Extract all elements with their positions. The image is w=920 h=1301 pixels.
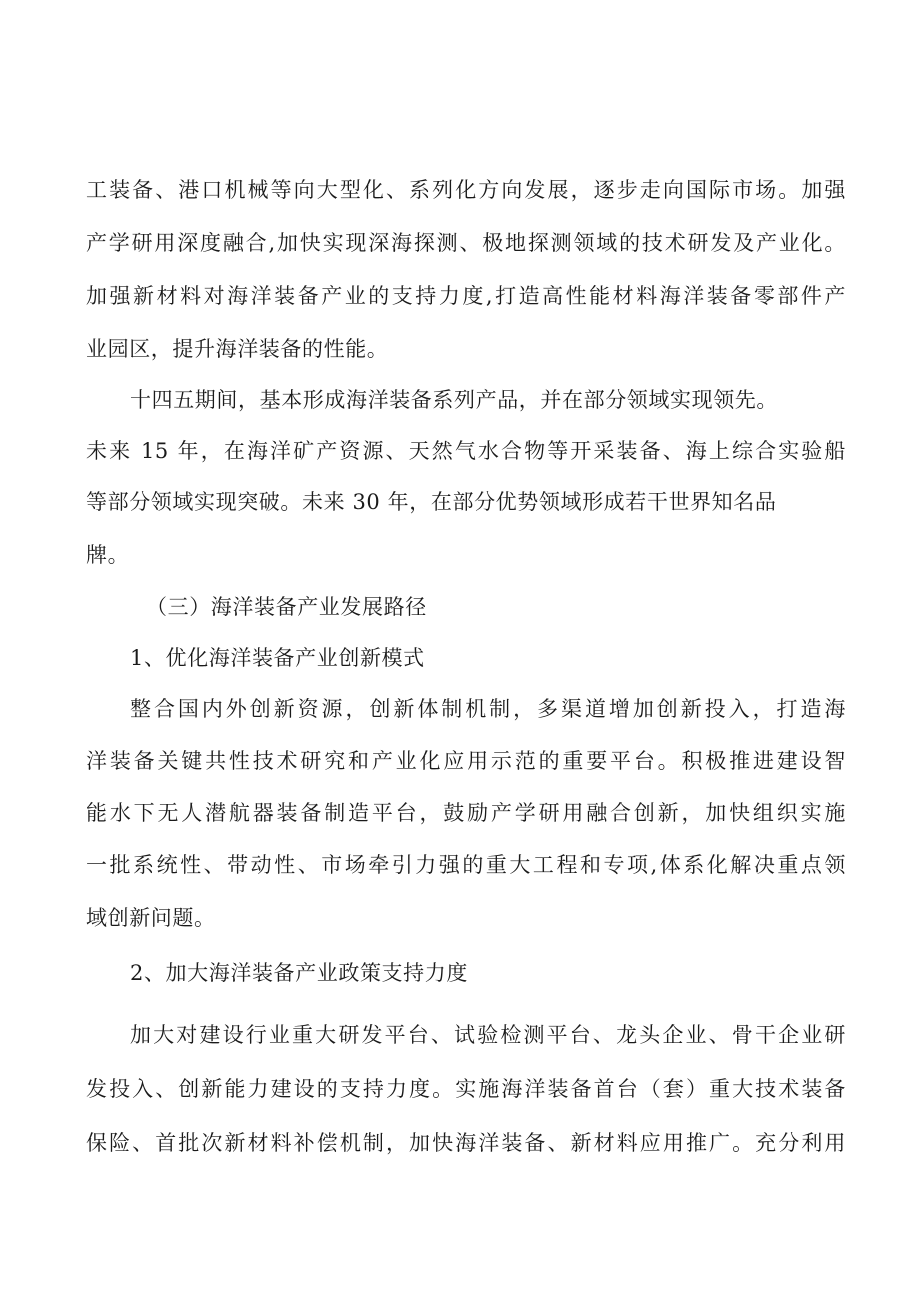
paragraph-4-line-2: 发投入、创新能力建设的支持力度。实施海洋装备首台（套）重大技术装备 [86,1077,846,1101]
paragraph-2-line-2: 未来 15 年，在海洋矿产资源、天然气水合物等开采装备、海上综合实验船 [86,439,846,463]
paragraph-2-line-1: 十四五期间，基本形成海洋装备系列产品，并在部分领域实现领先。 [130,388,778,412]
paragraph-3-line-5: 域创新问题。 [86,906,216,930]
paragraph-1-line-3: 加强新材料对海洋装备产业的支持力度,打造高性能材料海洋装备零部件产 [86,284,846,308]
paragraph-4-line-3: 保险、首批次新材料补偿机制，加快海洋装备、新材料应用推广。充分利用 [86,1131,846,1155]
paragraph-1-line-4: 业园区，提升海洋装备的性能。 [86,337,389,361]
paragraph-1-line-2: 产学研用深度融合,加快实现深海探测、极地探测领域的技术研发及产业化。 [86,231,846,255]
paragraph-2-line-3: 等部分领域实现突破。未来 30 年，在部分优势领域形成若干世界知名品 [86,490,777,514]
paragraph-2-line-4: 牌。 [86,543,130,567]
paragraph-3-line-2: 洋装备关键共性技术研究和产业化应用示范的重要平台。积极推进建设智 [86,749,846,773]
subheading-1: 1、优化海洋装备产业创新模式 [130,646,425,670]
subheading-2: 2、加大海洋装备产业政策支持力度 [130,961,468,985]
paragraph-1-line-1: 工装备、港口机械等向大型化、系列化方向发展，逐步走向国际市场。加强 [86,178,846,202]
paragraph-3-line-3: 能水下无人潜航器装备制造平台，鼓励产学研用融合创新，加快组织实施 [86,801,846,825]
paragraph-3-line-1: 整合国内外创新资源，创新体制机制，多渠道增加创新投入，打造海 [130,697,846,721]
paragraph-4-line-1: 加大对建设行业重大研发平台、试验检测平台、龙头企业、骨干企业研 [130,1023,846,1047]
paragraph-3-line-4: 一批系统性、带动性、市场牵引力强的重大工程和专项,体系化解决重点领 [86,853,846,877]
section-heading: （三）海洋装备产业发展路径 [146,595,427,619]
